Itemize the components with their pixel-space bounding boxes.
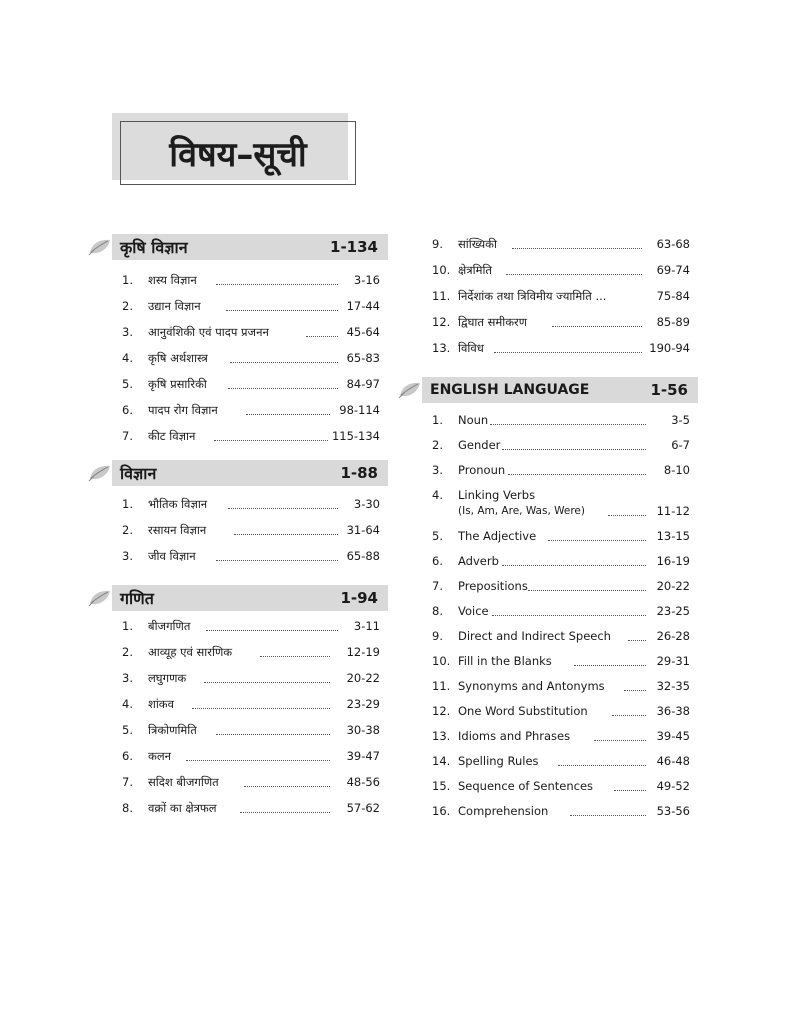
entry-number: 2. xyxy=(122,523,133,537)
entry-title: सदिश बीजगणित xyxy=(148,775,219,789)
entry-pages: 98-114 xyxy=(339,403,380,417)
toc-entry[interactable] xyxy=(398,412,698,428)
toc-entry[interactable] xyxy=(398,462,698,478)
entry-title: वक्रों का क्षेत्रफल xyxy=(148,801,217,815)
toc-entry[interactable] xyxy=(398,628,698,644)
leaf-icon xyxy=(88,463,112,483)
toc-entry[interactable] xyxy=(88,800,388,816)
entry-number: 13. xyxy=(432,341,451,355)
dot-leader xyxy=(608,515,646,516)
dot-leader xyxy=(206,630,338,631)
entry-number: 6. xyxy=(432,554,443,568)
entry-title: कलन xyxy=(148,749,172,763)
entry-number: 9. xyxy=(432,237,443,251)
entry-number: 15. xyxy=(432,779,451,793)
page-title: विषय–सूची xyxy=(169,135,307,175)
entry-pages: 65-88 xyxy=(346,549,380,563)
entry-pages: 39-47 xyxy=(346,749,380,763)
entry-title: कृषि प्रसारिकी xyxy=(148,377,207,391)
entry-pages: 65-83 xyxy=(346,351,380,365)
entry-pages: 16-19 xyxy=(656,554,690,568)
entry-pages: 11-12 xyxy=(656,504,690,518)
entry-number: 2. xyxy=(122,299,133,313)
dot-leader xyxy=(508,474,646,475)
entry-number: 11. xyxy=(432,679,451,693)
entry-number: 5. xyxy=(122,377,133,391)
section-title: ENGLISH LANGUAGE xyxy=(430,382,590,398)
entry-pages: 36-38 xyxy=(656,704,690,718)
entry-number: 1. xyxy=(122,273,133,287)
toc-entry[interactable] xyxy=(88,324,388,340)
toc-entry[interactable] xyxy=(398,728,698,744)
entry-pages: 3-11 xyxy=(353,619,380,633)
dot-leader xyxy=(216,284,338,285)
dot-leader xyxy=(628,640,646,641)
toc-entry[interactable] xyxy=(398,803,698,819)
entry-number: 5. xyxy=(122,723,133,737)
entry-number: 4. xyxy=(122,351,133,365)
entry-title: विविध xyxy=(458,341,484,355)
toc-entry[interactable] xyxy=(88,522,388,538)
toc-entry[interactable] xyxy=(398,236,698,252)
entry-title: उद्यान विज्ञान xyxy=(148,299,201,313)
toc-entry[interactable] xyxy=(88,350,388,366)
dot-leader xyxy=(502,449,646,450)
entry-pages: 57-62 xyxy=(346,801,380,815)
dot-leader xyxy=(552,326,642,327)
entry-pages: 49-52 xyxy=(656,779,690,793)
entry-pages: 45-64 xyxy=(346,325,380,339)
entry-pages: 17-44 xyxy=(346,299,380,313)
entry-title: Spelling Rules xyxy=(458,754,539,768)
toc-entry[interactable] xyxy=(398,703,698,719)
entry-number: 16. xyxy=(432,804,451,818)
entry-title: पादप रोग विज्ञान xyxy=(148,403,218,417)
entry-pages: 85-89 xyxy=(656,315,690,329)
dot-leader xyxy=(502,565,646,566)
entry-title: भौतिक विज्ञान xyxy=(148,497,208,511)
dot-leader xyxy=(246,414,330,415)
toc-entry[interactable] xyxy=(398,753,698,769)
toc-entry[interactable] xyxy=(88,496,388,512)
section-range: 1-56 xyxy=(650,381,688,399)
entry-number: 3. xyxy=(122,325,133,339)
entry-title: Gender xyxy=(458,438,501,452)
dot-leader xyxy=(612,715,646,716)
entry-number: 1. xyxy=(122,619,133,633)
entry-title: Prepositions xyxy=(458,579,528,593)
toc-entry[interactable] xyxy=(398,340,698,356)
entry-pages: 20-22 xyxy=(656,579,690,593)
entry-number: 8. xyxy=(122,801,133,815)
entry-pages: 26-28 xyxy=(656,629,690,643)
entry-title: कृषि अर्थशास्त्र xyxy=(148,351,208,365)
entry-title: शस्य विज्ञान xyxy=(148,273,197,287)
section-bar xyxy=(112,460,388,486)
entry-number: 7. xyxy=(122,429,133,443)
dot-leader xyxy=(230,362,338,363)
leaf-icon xyxy=(88,237,112,257)
entry-number: 14. xyxy=(432,754,451,768)
dot-leader xyxy=(512,248,642,249)
section-range: 1-88 xyxy=(340,464,378,482)
dot-leader xyxy=(306,336,338,337)
toc-entry[interactable] xyxy=(398,778,698,794)
dot-leader xyxy=(192,708,330,709)
section-header-english xyxy=(398,377,698,403)
toc-entry[interactable] xyxy=(398,487,698,519)
toc-entry[interactable] xyxy=(88,644,388,660)
entry-pages: 32-35 xyxy=(656,679,690,693)
toc-entry[interactable] xyxy=(398,437,698,453)
entry-title: Synonyms and Antonyms xyxy=(458,679,605,693)
entry-number: 1. xyxy=(432,413,443,427)
toc-entry[interactable] xyxy=(398,553,698,569)
entry-title: त्रिकोणमिति xyxy=(148,723,197,737)
entry-number: 2. xyxy=(122,645,133,659)
entry-title: One Word Substitution xyxy=(458,704,588,718)
entry-title: बीजगणित xyxy=(148,619,191,633)
dot-leader xyxy=(594,740,646,741)
section-header-agriculture xyxy=(88,234,388,260)
leaf-icon xyxy=(398,380,422,400)
entry-title: Linking Verbs xyxy=(458,488,536,502)
entry-number: 7. xyxy=(432,579,443,593)
entry-pages: 69-74 xyxy=(656,263,690,277)
entry-title: लघुगणक xyxy=(148,671,187,685)
toc-entry[interactable] xyxy=(88,298,388,314)
entry-title: जीव विज्ञान xyxy=(148,549,196,563)
entry-pages: 53-56 xyxy=(656,804,690,818)
leaf-icon xyxy=(88,588,112,608)
toc-entry[interactable] xyxy=(88,774,388,790)
entry-number: 7. xyxy=(122,775,133,789)
dot-leader xyxy=(492,615,646,616)
entry-title: Comprehension xyxy=(458,804,549,818)
entry-pages: 20-22 xyxy=(346,671,380,685)
entry-number: 6. xyxy=(122,403,133,417)
entry-title: Fill in the Blanks xyxy=(458,654,552,668)
toc-entry[interactable] xyxy=(398,288,698,304)
entry-title: Pronoun xyxy=(458,463,506,477)
entry-pages: 8-10 xyxy=(663,463,690,477)
section-bar xyxy=(112,234,388,260)
entry-title: द्विघात समीकरण xyxy=(458,315,528,329)
entry-title: Noun xyxy=(458,413,489,427)
toc-entry[interactable] xyxy=(88,722,388,738)
entry-subtitle: (Is, Am, Are, Was, Were) xyxy=(458,505,585,517)
entry-title: निर्देशांक तथा त्रिविमीय ज्यामिति ... xyxy=(458,289,607,303)
dot-leader xyxy=(624,690,646,691)
section-title: विज्ञान xyxy=(120,464,157,483)
dot-leader xyxy=(204,682,330,683)
entry-title: सांख्यिकी xyxy=(458,237,497,251)
toc-entry[interactable] xyxy=(88,272,388,288)
section-bar xyxy=(422,377,698,403)
entry-title: आव्यूह एवं सारणिक xyxy=(148,645,233,659)
toc-entry[interactable] xyxy=(88,428,388,444)
dot-leader xyxy=(494,352,642,353)
toc-entry[interactable] xyxy=(398,262,698,278)
toc-entry[interactable] xyxy=(398,578,698,594)
entry-title: Adverb xyxy=(458,554,499,568)
toc-entry[interactable] xyxy=(88,618,388,634)
toc-entry[interactable] xyxy=(88,748,388,764)
entry-number: 2. xyxy=(432,438,443,452)
entry-pages: 115-134 xyxy=(331,429,380,443)
entry-number: 1. xyxy=(122,497,133,511)
dot-leader xyxy=(490,424,646,425)
entry-pages: 63-68 xyxy=(656,237,690,251)
section-title: कृषि विज्ञान xyxy=(120,238,188,257)
entry-pages: 84-97 xyxy=(346,377,380,391)
entry-number: 10. xyxy=(432,654,451,668)
entry-title: क्षेत्रमिति xyxy=(458,263,492,277)
section-title: गणित xyxy=(120,589,154,608)
dot-leader xyxy=(240,812,330,813)
entry-pages: 12-19 xyxy=(346,645,380,659)
dot-leader xyxy=(528,590,646,591)
entry-pages: 23-29 xyxy=(346,697,380,711)
entry-pages: 6-7 xyxy=(671,438,690,452)
dot-leader xyxy=(574,665,646,666)
dot-leader xyxy=(260,656,330,657)
toc-entry[interactable] xyxy=(398,678,698,694)
toc-entry[interactable] xyxy=(88,402,388,418)
entry-title: कीट विज्ञान xyxy=(148,429,196,443)
entry-number: 3. xyxy=(122,549,133,563)
toc-entry[interactable] xyxy=(398,528,698,544)
entry-pages: 31-64 xyxy=(346,523,380,537)
dot-leader xyxy=(228,388,338,389)
entry-title: रसायन विज्ञान xyxy=(148,523,207,537)
dot-leader xyxy=(226,310,338,311)
entry-pages: 39-45 xyxy=(656,729,690,743)
entry-pages: 30-38 xyxy=(346,723,380,737)
entry-pages: 13-15 xyxy=(656,529,690,543)
section-range: 1-134 xyxy=(330,238,378,256)
entry-title: Sequence of Sentences xyxy=(458,779,594,793)
dot-leader xyxy=(186,760,330,761)
dot-leader xyxy=(214,440,328,441)
toc-entry[interactable] xyxy=(398,314,698,330)
dot-leader xyxy=(234,534,338,535)
entry-number: 8. xyxy=(432,604,443,618)
dot-leader xyxy=(216,560,338,561)
toc-entry[interactable] xyxy=(88,376,388,392)
entry-title: शांकव xyxy=(148,697,175,711)
entry-title: Direct and Indirect Speech xyxy=(458,629,611,643)
entry-number: 13. xyxy=(432,729,451,743)
entry-number: 5. xyxy=(432,529,443,543)
section-bar xyxy=(112,585,388,611)
entry-pages: 3-16 xyxy=(353,273,380,287)
entry-pages: 190-94 xyxy=(649,341,690,355)
entry-number: 4. xyxy=(432,488,443,502)
dot-leader xyxy=(614,790,646,791)
toc-entry[interactable] xyxy=(88,670,388,686)
dot-leader xyxy=(216,734,330,735)
entry-pages: 75-84 xyxy=(656,289,690,303)
entry-number: 4. xyxy=(122,697,133,711)
entry-number: 3. xyxy=(122,671,133,685)
entry-title: Idioms and Phrases xyxy=(458,729,571,743)
entry-title: The Adjective xyxy=(458,529,537,543)
dot-leader xyxy=(558,765,646,766)
entry-number: 11. xyxy=(432,289,451,303)
section-header-science xyxy=(88,460,388,486)
dot-leader xyxy=(506,274,642,275)
dot-leader xyxy=(548,540,646,541)
entry-pages: 3-30 xyxy=(353,497,380,511)
entry-number: 6. xyxy=(122,749,133,763)
entry-number: 12. xyxy=(432,315,451,329)
entry-number: 10. xyxy=(432,263,451,277)
toc-entry[interactable] xyxy=(398,603,698,619)
dot-leader xyxy=(244,786,330,787)
entry-pages: 23-25 xyxy=(656,604,690,618)
dot-leader xyxy=(570,815,646,816)
entry-pages: 29-31 xyxy=(656,654,690,668)
dot-leader xyxy=(228,508,338,509)
toc-entry[interactable] xyxy=(88,548,388,564)
section-header-mathematics xyxy=(88,585,388,611)
entry-pages: 48-56 xyxy=(346,775,380,789)
entry-title: आनुवंशिकी एवं पादप प्रजनन xyxy=(148,325,269,339)
entry-number: 3. xyxy=(432,463,443,477)
toc-entry[interactable] xyxy=(88,696,388,712)
entry-number: 9. xyxy=(432,629,443,643)
entry-pages: 3-5 xyxy=(671,413,690,427)
entry-number: 12. xyxy=(432,704,451,718)
toc-entry[interactable] xyxy=(398,653,698,669)
entry-title: Voice xyxy=(458,604,489,618)
entry-pages: 46-48 xyxy=(656,754,690,768)
section-range: 1-94 xyxy=(340,589,378,607)
